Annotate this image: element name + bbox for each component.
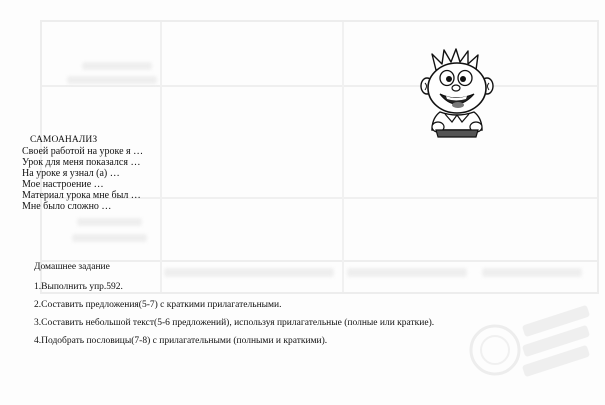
background-badge-ghost xyxy=(460,305,595,390)
homework-title: Домашнее задание xyxy=(34,262,110,272)
self-analysis-line: Урок для меня показался … xyxy=(22,157,141,168)
homework-block xyxy=(34,262,434,354)
homework-task: 4.Подобрать пословицы(7-8) с прилагательными (полными и краткими). xyxy=(34,336,328,346)
self-analysis-line: Своей работой на уроке я … xyxy=(22,146,144,157)
self-analysis-title: САМОАНАЛИЗ xyxy=(30,135,98,145)
self-analysis-block xyxy=(22,135,143,212)
self-analysis-line: Материал урока мне был … xyxy=(22,190,141,201)
self-analysis-line: Мое настроение … xyxy=(22,179,104,190)
homework-task: 3.Составить небольшой текст(5-6 предложений), используя прилагательные (полные или краткие). xyxy=(34,318,435,328)
homework-task: 2.Составить предложения(5-7) с краткими прилагательными. xyxy=(34,300,282,310)
self-analysis-line: На уроке я узнал (а) … xyxy=(22,168,120,179)
homework-task: 1.Выполнить упр.592. xyxy=(34,282,123,292)
cartoon-boy-icon xyxy=(418,48,496,138)
self-analysis-line: Мне было сложно … xyxy=(22,201,112,212)
